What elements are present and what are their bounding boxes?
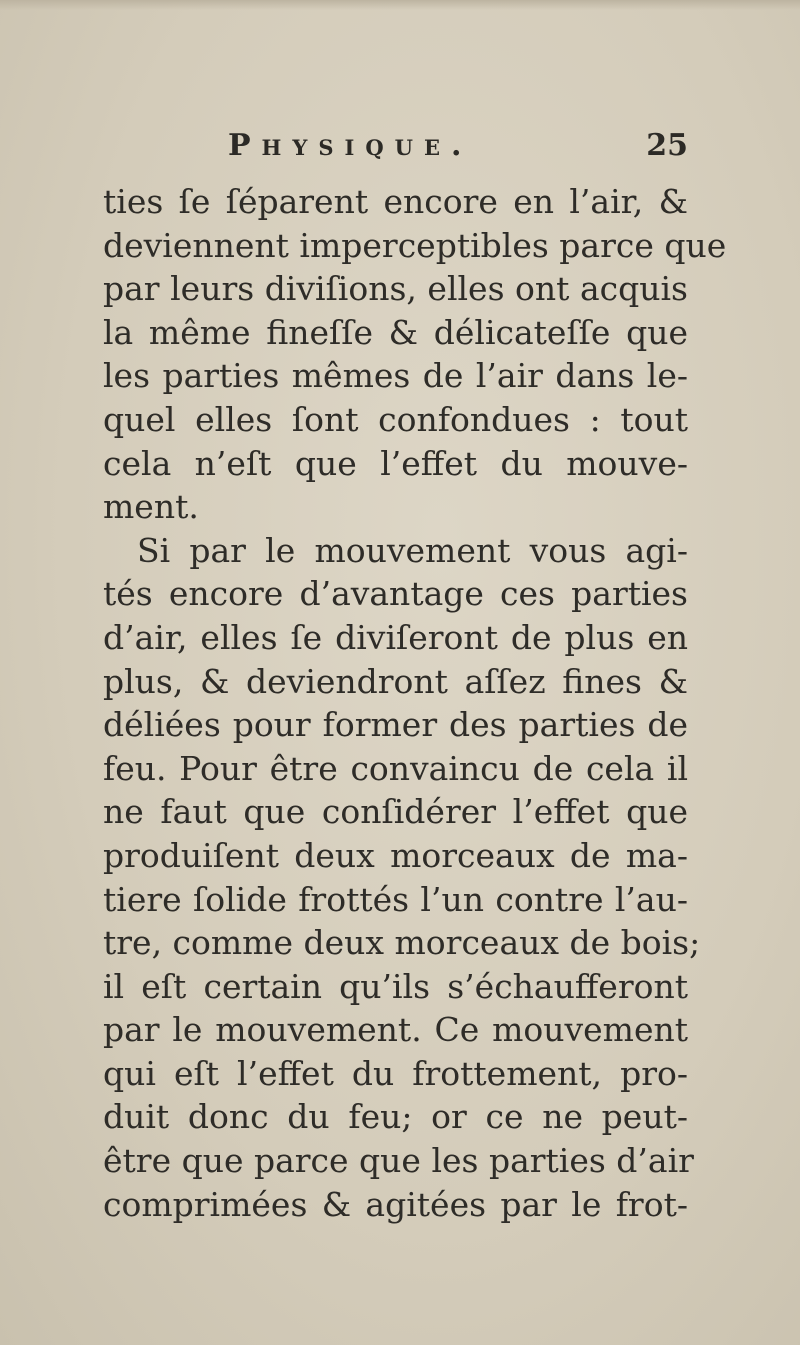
page-edge-shadow bbox=[0, 0, 800, 10]
text-line: comprimées & agitées par le frot- bbox=[103, 1184, 688, 1224]
text-line: il eſt certain qu’ils s’échaufferont bbox=[103, 966, 688, 1006]
text-line: tés encore d’avantage ces parties bbox=[103, 574, 688, 614]
text-line: par le mouvement. Ce mouvement bbox=[103, 1010, 688, 1050]
text-line: ment. bbox=[103, 487, 199, 527]
text-line: qui eſt l’effet du frottement, pro- bbox=[103, 1053, 688, 1093]
text-line: tre, comme deux morceaux de bois; bbox=[103, 923, 701, 963]
text-line: tiere ſolide frottés l’un contre l’au- bbox=[103, 879, 688, 919]
text-line: déliées pour former des parties de bbox=[103, 705, 688, 745]
text-line: feu. Pour être convaincu de cela il bbox=[103, 748, 688, 788]
text-line: duit donc du feu; or ce ne peut- bbox=[103, 1097, 688, 1137]
text-line: produiſent deux morceaux de ma- bbox=[103, 835, 688, 875]
text-line: cela n’eſt que l’effet du mouve- bbox=[103, 443, 688, 483]
page-header bbox=[108, 128, 688, 178]
text-line: quel elles ſont confondues : tout bbox=[103, 399, 688, 439]
text-line: ne faut que conſidérer l’effet que bbox=[103, 792, 688, 832]
running-head: Physique. bbox=[228, 128, 473, 163]
text-line: plus, & deviendront aſſez fines & bbox=[103, 661, 688, 701]
text-line: par leurs diviſions, elles ont acquis bbox=[103, 269, 688, 309]
text-line: la même fineſſe & délicateſſe que bbox=[103, 312, 688, 352]
text-line: les parties mêmes de l’air dans le- bbox=[103, 356, 688, 396]
text-line: d’air, elles ſe diviſeront de plus en bbox=[103, 617, 688, 657]
text-line: être que parce que les parties d’air bbox=[103, 1141, 694, 1181]
text-line: Si par le mouvement vous agi- bbox=[137, 530, 688, 570]
page-number: 25 bbox=[646, 128, 688, 163]
text-line: ties ſe ſéparent encore en l’air, & bbox=[103, 182, 688, 221]
text-line: deviennent imperceptibles parce que bbox=[103, 225, 727, 265]
body-text bbox=[103, 180, 727, 1226]
